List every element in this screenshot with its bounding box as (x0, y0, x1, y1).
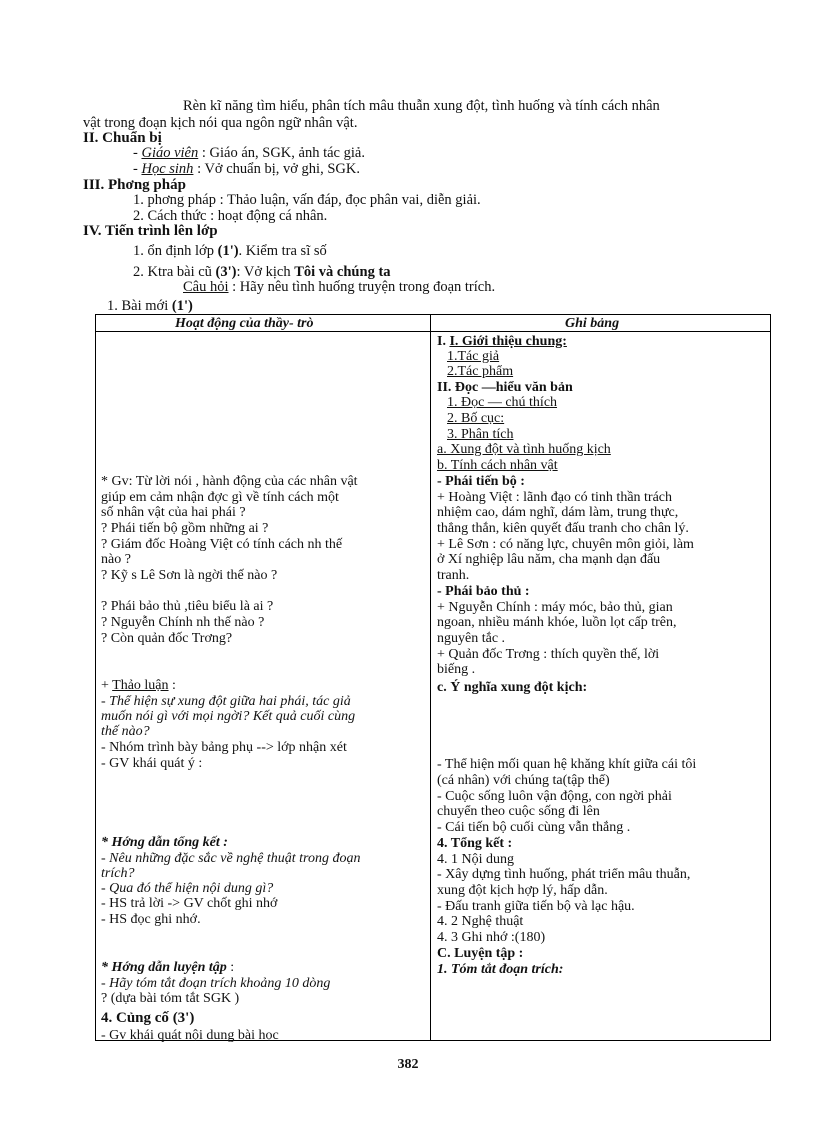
left-q6: ? Nguyễn Chính nh thế nào ? (101, 615, 265, 630)
right-line-3: 2.Tác phẩm (447, 364, 514, 379)
summary-line-d: - HS trả lời -> GV chốt ghi nhớ (101, 896, 278, 911)
left-column-header: Hoạt động của thầy- trò (175, 316, 314, 331)
teacher-line: - Giáo viên : Giáo án, SGK, ảnh tác giả. (133, 145, 365, 161)
right-line-10: - Phái tiến bộ : (437, 474, 525, 489)
question-text: : Hãy nêu tình huống truyện trong đoạn trích. (228, 279, 496, 295)
summary-line-c: - Qua đó thể hiện nội dung gì? (101, 881, 274, 896)
right-line-15: ở Xí nghiệp lâu năm, cha mạnh dạn đấu (437, 552, 661, 567)
teacher-text: : Giáo án, SGK, ảnh tác giả. (201, 145, 365, 161)
right-line-35: 4. 3 Ghi nhớ :(180) (437, 930, 546, 945)
student-label: Học sinh (141, 161, 194, 177)
right-line-8: a. Xung đột và tình huống kịch (437, 442, 611, 457)
section-3-heading: III. Phơng pháp (83, 177, 186, 193)
right-line-1-text: I. Giới thiệu chung: (449, 334, 567, 349)
right-line-25: (cá nhân) với chúng ta(tập thể) (437, 773, 610, 788)
step-1 (133, 243, 327, 259)
right-line-23: c. Ý nghĩa xung đột kịch: (437, 680, 588, 695)
practice-guide-line: * Hớng dẫn luyện tập : (101, 960, 235, 975)
right-line-6: 2. Bố cục: (447, 411, 505, 426)
left-q2: ? Phái tiến bộ gồm những ai ? (101, 521, 269, 536)
right-line-11: + Hoàng Việt : lãnh đạo có tinh thần trách (437, 490, 673, 505)
step-1-rest: . Kiểm tra sĩ số (238, 243, 327, 259)
right-line-2: 1.Tác giả (447, 349, 500, 364)
right-line-20: nguyên tắc . (437, 631, 506, 646)
question-line (183, 279, 495, 295)
step-2-title: Tôi và chúng ta (294, 264, 391, 280)
section-4-heading: IV. Tiến trình lên lớp (83, 223, 218, 239)
right-line-30: 4. 1 Nội dung (437, 852, 514, 867)
right-line-27: chuyển theo cuộc sống đi lên (437, 804, 600, 819)
step-1-text: 1. ổn định lớp (133, 243, 218, 259)
gv-summary-line: - GV khái quát ý : (101, 756, 203, 771)
right-line-24: - Thể hiện mối quan hệ khăng khít giữa cái tôi (437, 757, 697, 772)
right-line-31: - Xây dựng tình huống, phát triển mâu thuẫn, (437, 867, 691, 882)
left-q3-line-a: ? Giám đốc Hoàng Việt có tính cách nh thế (101, 537, 343, 552)
left-q1-line-c: số nhân vật của hai phái ? (101, 505, 246, 520)
summary-line-a: - Nêu những đặc sắc về nghệ thuật trong đoạn (101, 851, 361, 866)
right-line-7: 3. Phân tích (447, 427, 514, 442)
right-line-22: biếng . (437, 662, 476, 677)
student-line: - Học sinh : Vở chuẩn bị, vở ghi, SGK. (133, 161, 360, 177)
discussion-label: Thảo luận (112, 678, 169, 693)
discussion-line-a: - Thể hiện sự xung đột giữa hai phái, tác giả (101, 694, 351, 709)
right-line-28: - Cái tiến bộ cuối cùng vẫn thắng . (437, 820, 631, 835)
left-q3-line-b: nào ? (101, 552, 131, 567)
lesson-table (95, 314, 771, 1041)
practice-guide-label: * Hớng dẫn luyện tập (101, 960, 227, 975)
step-2-rest: : Vở kịch (236, 264, 295, 280)
page-number: 382 (397, 1057, 419, 1072)
left-q1-line-b: giúp em cảm nhận đợc gì về tính cách một (101, 490, 339, 505)
teacher-label: Giáo viên (141, 145, 199, 161)
column-divider (430, 315, 431, 1041)
right-line-37: 1. Tóm tắt đoạn trích: (437, 962, 564, 977)
consolidation-label: 4. Củng cố (101, 1010, 173, 1026)
right-line-29: 4. Tổng kết : (437, 836, 513, 851)
summary-guide-label: * Hớng dẫn tổng kết : (101, 835, 228, 850)
consolidation-time: (3') (172, 1010, 195, 1026)
step-3-time: (1') (171, 298, 193, 314)
right-line-12: nhiệm cao, dám nghĩ, dám làm, trung thực, (437, 505, 679, 520)
discussion-line-c: thế nào? (101, 724, 150, 739)
right-line-5: 1. Đọc — chú thích (447, 395, 558, 410)
practice-line-a: - Hãy tóm tắt đoạn trích khoảng 10 dòng (101, 976, 331, 991)
discussion-label-line: + Thảo luận : (101, 678, 176, 693)
step-3-text: 1. Bài mới (107, 298, 172, 314)
right-line-21: + Quản đốc Trơng : thích quyền thế, lời (437, 647, 660, 662)
right-line-17: - Phái bảo thủ : (437, 584, 530, 599)
right-line-34: 4. 2 Nghệ thuật (437, 914, 524, 929)
right-line-36: C. Luyện tập : (437, 946, 524, 961)
right-line-1: I. I. Giới thiệu chung: (437, 334, 567, 349)
practice-line-b: ? (dựa bài tóm tắt SGK ) (101, 991, 240, 1006)
right-line-13: thẳng thắn, kiên quyết đấu tranh cho chân lý. (437, 521, 689, 536)
intro-line-2: vật trong đoạn kịch nói qua ngôn ngữ nhân vật. (83, 115, 358, 131)
right-line-33: - Đấu tranh giữa tiến bộ và lạc hậu. (437, 899, 635, 914)
step-3 (107, 298, 193, 314)
step-2 (133, 264, 391, 280)
left-q4: ? Kỹ s Lê Sơn là ngời thế nào ? (101, 568, 278, 583)
right-line-18: + Nguyễn Chính : máy móc, bảo thủ, gian (437, 600, 673, 615)
right-line-19: ngoan, nhiều mánh khóe, luồn lọt cấp trên, (437, 615, 677, 630)
left-q5: ? Phái bảo thủ ,tiêu biểu là ai ? (101, 599, 274, 614)
left-q1-line-a: * Gv: Từ lời nói , hành động của các nhân vật (101, 474, 358, 489)
step-2-text: 2. Ktra bài cũ (133, 264, 216, 280)
intro-line-1: Rèn kĩ năng tìm hiểu, phân tích mâu thuẫn xung đột, tình huống và tính cách nhân (183, 98, 660, 114)
summary-line-e: - HS đọc ghi nhớ. (101, 912, 201, 927)
right-column-header: Ghi bảng (565, 316, 620, 331)
student-text: : Vở chuẩn bị, vở ghi, SGK. (197, 161, 360, 177)
right-line-9: b. Tính cách nhân vật (437, 458, 558, 473)
group-present-line: - Nhóm trình bày bảng phụ --> lớp nhận xét (101, 740, 347, 755)
right-line-4: II. Đọc —hiểu văn bản (437, 380, 573, 395)
section-2-heading: II. Chuẩn bị (83, 130, 162, 146)
step-2-time: (3') (215, 264, 237, 280)
right-line-16: tranh. (437, 568, 470, 583)
method-item-2: 2. Cách thức : hoạt động cá nhân. (133, 208, 328, 224)
step-1-time: (1') (217, 243, 239, 259)
summary-line-b: trích? (101, 866, 135, 881)
left-q7: ? Còn quản đốc Trơng? (101, 631, 233, 646)
method-item-1: 1. phơng pháp : Thảo luận, vấn đáp, đọc phân vai, diễn giải. (133, 192, 481, 208)
consolidation-heading (101, 1011, 194, 1027)
right-line-32: xung đột kịch hợp lý, hấp dẫn. (437, 883, 608, 898)
consolidation-line-a: - Gv khái quát nội dung bài học (101, 1028, 279, 1043)
right-line-14: + Lê Sơn : có năng lực, chuyên môn giỏi, làm (437, 537, 694, 552)
question-label: Câu hỏi (183, 279, 229, 295)
right-line-26: - Cuộc sống luôn vận động, con ngời phải (437, 789, 672, 804)
discussion-line-b: muốn nói gì với mọi ngời? Kết quả cuối cùng (101, 709, 356, 724)
